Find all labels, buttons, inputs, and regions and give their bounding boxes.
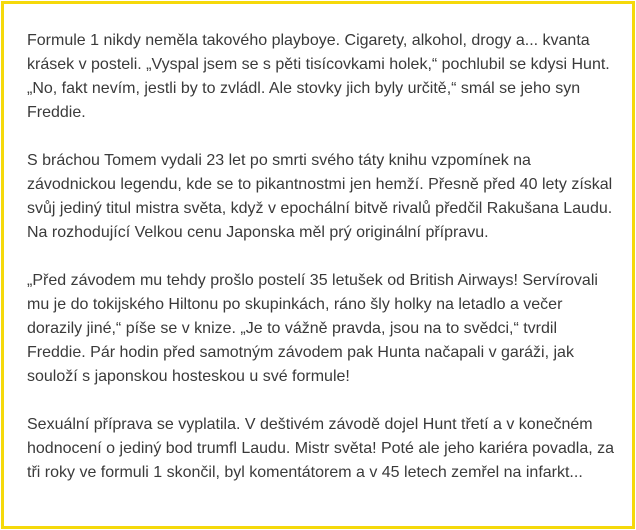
- text-line: „No, fakt nevím, jestli by to zvládl. Ale stovky jich byly určitě,“ smál se jeho syn: [27, 80, 581, 97]
- text-line: tři roky ve formuli 1 skončil, byl komentátorem a v 45 letech zemřel na infarkt...: [27, 464, 583, 481]
- text-line: závodnickou legendu, kde se to pikantnostmi jen hemží. Přesně před 40 lety získal: [27, 176, 613, 193]
- paragraph-1: [27, 29, 613, 125]
- text-line: mu je do tokijského Hiltonu po skupinkách, ráno šly holky na letadlo a večer: [27, 296, 563, 313]
- text-line: Freddie.: [27, 104, 86, 121]
- text-line: hodnocení o jediný bod trumfl Laudu. Mistr světa! Poté ale jeho kariéra povadla, za: [27, 440, 615, 457]
- text-line: Sexuální příprava se vyplatila. V deštivém závodě dojel Hunt třetí a v konečném: [27, 416, 593, 433]
- text-line: S bráchou Tomem vydali 23 let po smrti svého táty knihu vzpomínek na: [27, 152, 531, 169]
- text-line: dorazily jiné,“ píše se v knize. „Je to vážně pravda, jsou na to svědci,“ tvrdil: [27, 320, 558, 337]
- text-line: Na rozhodující Velkou cenu Japonska měl prý originální přípravu.: [27, 224, 489, 241]
- text-line: Freddie. Pár hodin před samotným závodem pak Hunta načapali v garáži, jak: [27, 344, 574, 361]
- article-body: [27, 29, 613, 485]
- paragraph-3: [27, 269, 613, 389]
- text-line: svůj jediný titul mistra světa, když v epochální bitvě rivalů předčil Rakušana Laudu.: [27, 200, 613, 217]
- paragraph-4: [27, 413, 613, 485]
- text-line: krásek v posteli. „Vyspal jsem se s pěti tisícovkami holek,“ pochlubil se kdysi Hunt.: [27, 56, 610, 73]
- text-line: souloží s japonskou hosteskou u své formule!: [27, 368, 350, 385]
- article-frame: [1, 1, 635, 529]
- text-line: Formule 1 nikdy neměla takového playboye. Cigarety, alkohol, drogy a... kvanta: [27, 32, 590, 49]
- paragraph-2: [27, 149, 613, 245]
- text-line: „Před závodem mu tehdy prošlo postelí 35 letušek od British Airways! Servírovali: [27, 272, 598, 289]
